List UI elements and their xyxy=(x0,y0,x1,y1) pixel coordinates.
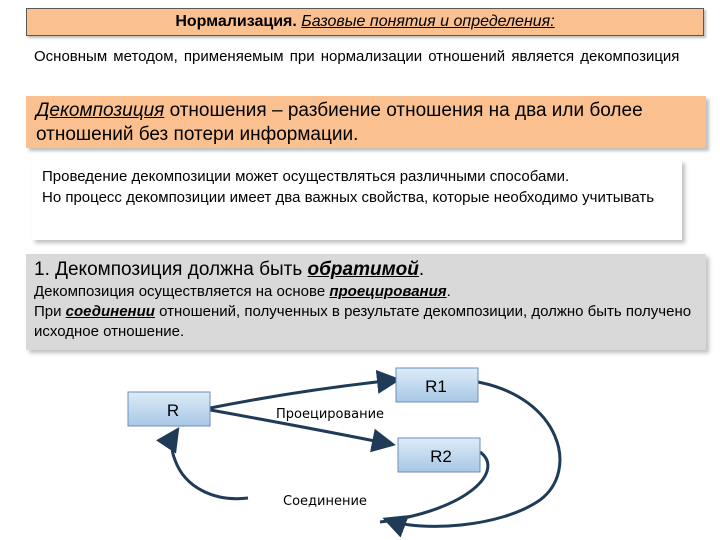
property-line-2-pre: При xyxy=(34,303,66,320)
process-line-1: Проведение декомпозиции может осуществляться различными способами. xyxy=(42,168,570,185)
intro-text: Основным методом, применяемым при нормализации отношений является декомпозиция xyxy=(34,48,680,65)
property-line-1-emphasis: проецирования xyxy=(329,283,447,300)
property-line-1-post: . xyxy=(446,283,451,300)
arrow-r-to-r1 xyxy=(205,380,395,409)
title-banner xyxy=(26,8,704,36)
property-line-1-pre: Декомпозиция осуществляется на основе xyxy=(34,283,330,300)
label-join: Соединение xyxy=(283,494,367,509)
property-heading xyxy=(34,258,698,282)
process-box xyxy=(32,160,682,240)
property-box xyxy=(26,254,706,350)
property-heading-post: . xyxy=(418,259,425,280)
node-r-label: R xyxy=(166,401,180,420)
property-line-1 xyxy=(34,282,698,302)
decomposition-diagram xyxy=(0,360,720,540)
process-line-2: Но процесс декомпозиции имеет два важных свойства, которые необходимо учитывать xyxy=(42,189,655,206)
property-line-2-emphasis: соединении xyxy=(65,303,155,320)
property-heading-emphasis: обратимой xyxy=(307,259,419,280)
property-heading-pre: 1. Декомпозиция должна быть xyxy=(34,259,308,280)
label-projection: Проецирование xyxy=(276,407,385,422)
title-bold: Нормализация. xyxy=(175,13,297,30)
property-line-2 xyxy=(34,302,698,342)
definition-term: Декомпозиция xyxy=(36,100,165,121)
definition-box xyxy=(26,96,706,148)
node-r2-label: R2 xyxy=(430,447,452,466)
node-r1-label: R1 xyxy=(425,377,447,396)
arrow-join-to-r xyxy=(172,432,248,499)
property-line-2-post: отношений, полученных в результате декомпозиции, должно быть получено исходное отношение. xyxy=(34,303,692,340)
definition-text: отношения – разбиение отношения на два или более отношений без потери информации. xyxy=(36,100,643,145)
title-italic: Базовые понятия и определения: xyxy=(301,13,555,30)
